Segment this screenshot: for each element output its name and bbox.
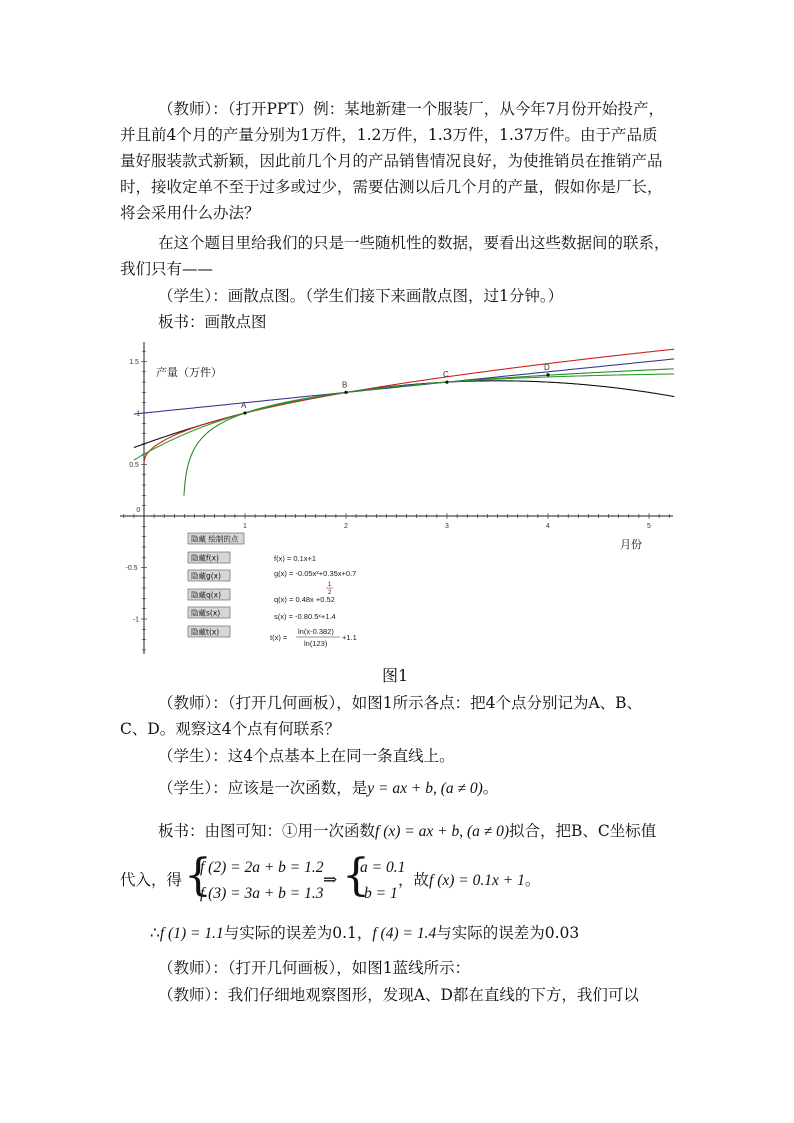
text-line: 并且前4个月的产量分别为1万件，1.2万件，1.3万件，1.37万件。由于产品质	[120, 126, 658, 144]
figure-caption: 图1	[382, 666, 409, 685]
implies-arrow: ⇒	[323, 870, 338, 890]
text-segment: （学生）：应该是一次函数，是	[158, 779, 368, 797]
equation-2: f (3) = 3a + b = 1.3	[200, 885, 324, 902]
text-line: 我们只有——	[120, 260, 214, 278]
formula-t-numerator: ln(x-0.382)	[298, 627, 334, 636]
svg-text:隐藏q(x): 隐藏q(x)	[191, 590, 222, 600]
text-line: （教师）：（打开PPT）例：某地新建一个服装厂，从今年7月份开始投产，	[158, 100, 665, 118]
y-tick-label: -1	[132, 616, 140, 624]
text-segment: 板书：由图可知：①用一次函数	[158, 822, 376, 840]
y-tick-label: 1.5	[129, 359, 139, 366]
text-segment: 与实际的误差为0.1，	[223, 924, 373, 942]
x-tick-label: 1	[243, 523, 247, 530]
graph-ticks	[124, 351, 669, 650]
text-line: 时，接收定单不至于过多或过少，需要估测以后几个月的产量，假如你是厂长，	[120, 178, 663, 196]
formula-q-exponent-den: 2	[328, 590, 332, 596]
formula-f: f(x) = 0.1x+1	[274, 554, 317, 563]
solution-2: b = 1	[364, 885, 398, 902]
hide-q-button[interactable]	[188, 589, 230, 600]
hide-points-button[interactable]	[188, 533, 244, 544]
text-line: （学生）：这4个点基本上在同一条直线上。	[158, 747, 455, 765]
math-inline: f (1) = 1.1	[159, 925, 224, 942]
y-axis-title: 产量（万件）	[156, 366, 222, 379]
y-tick-label: 0	[136, 507, 141, 514]
point-label: B	[342, 380, 348, 390]
hide-t-button[interactable]	[188, 626, 230, 637]
y-tick-label: -0.5	[125, 565, 138, 572]
left-brace-2: {	[342, 850, 370, 901]
hide-f-button[interactable]	[188, 552, 230, 563]
svg-text:隐藏t(x): 隐藏t(x)	[191, 627, 220, 637]
equation-1: f (2) = 2a + b = 1.2	[200, 859, 324, 876]
svg-text:隐藏g(x): 隐藏g(x)	[191, 571, 222, 581]
text-line: （教师）：我们仔细地观察图形，发现A、D都在直线的下方，我们可以	[158, 986, 639, 1004]
data-point	[243, 411, 246, 414]
text-line: 板书：画散点图	[158, 313, 267, 331]
text-line: （学生）：画散点图。（学生们接下来画散点图，过1分钟。）	[158, 287, 564, 305]
function-graph	[118, 340, 678, 656]
text-segment: 拟合，把B、C坐标值	[509, 822, 657, 840]
text-line: C、D。观察这4个点有何联系？	[120, 720, 341, 738]
x-tick-label: 2	[344, 523, 348, 530]
x-axis-title: 月份	[620, 538, 642, 551]
text-segment: 。	[524, 871, 541, 889]
text-segment: ，故	[398, 871, 430, 889]
math-inline: y = ax + b, (a ≠ 0)	[367, 780, 483, 797]
text-line: （教师）：（打开几何画板），如图1所示各点：把4个点分别记为A、B、	[158, 694, 643, 712]
point-label: C	[443, 370, 449, 380]
formula-q: q(x) = 0.48x +0.52	[274, 595, 335, 604]
x-tick-label: 3	[445, 523, 449, 530]
point-label: D	[544, 362, 550, 372]
math-inline: f (x) = 0.1x + 1	[429, 872, 525, 889]
text-line	[398, 867, 698, 894]
svg-text:隐藏 绘制的点: 隐藏 绘制的点	[191, 534, 239, 544]
graph-points	[241, 363, 550, 415]
text-segment: ∴	[150, 924, 160, 942]
hide-s-button[interactable]	[188, 607, 230, 618]
svg-text:隐藏s(x): 隐藏s(x)	[191, 608, 221, 618]
formula-t-tail: +1.1	[342, 633, 357, 642]
text-line: 量好服装款式新颖，因此前几个月的产品销售情况良好，为使推销员在推销产品	[120, 152, 663, 170]
y-tick-label: 0.5	[129, 462, 139, 469]
hide-g-button[interactable]	[188, 570, 230, 581]
data-point	[344, 391, 347, 394]
t-curve	[184, 369, 674, 496]
formula-q-exponent-num: 1	[328, 582, 332, 588]
left-brace-1: {	[184, 850, 212, 901]
svg-text:隐藏f(x): 隐藏f(x)	[191, 553, 219, 563]
math-inline: f (4) = 1.4	[372, 925, 437, 942]
formula-s: s(x) = -0.80.5ˣ+1.4	[274, 612, 336, 621]
text-segment: 与实际的误差为0.03	[436, 924, 580, 942]
solution-1: a = 0.1	[360, 859, 406, 876]
x-tick-label: 4	[546, 523, 550, 530]
data-point	[546, 373, 549, 376]
formula-g: g(x) = -0.05x²+0.35x+0.7	[274, 569, 357, 578]
text-line: 将会采用什么办法？	[120, 204, 260, 222]
text-line	[150, 920, 710, 947]
math-inline: f (x) = ax + b, (a ≠ 0)	[375, 823, 510, 840]
q-curve	[144, 349, 674, 462]
x-tick-label: 5	[647, 523, 651, 530]
point-label: A	[241, 401, 247, 410]
text-segment: 代入，得	[120, 871, 183, 889]
data-point	[445, 381, 448, 384]
text-line: 在这个题目里给我们的只是一些随机性的数据，要看出这些数据间的联系，	[158, 234, 670, 252]
text-line	[158, 775, 718, 802]
text-segment: 。	[482, 779, 499, 797]
formula-t-lhs: t(x) =	[270, 633, 288, 642]
y-tick-label: 1	[136, 410, 141, 418]
formula-t-denominator: ln(123)	[304, 639, 328, 648]
text-line: （教师）：（打开几何画板），如图1蓝线所示：	[158, 959, 471, 977]
text-line	[158, 818, 718, 845]
g-curve	[134, 381, 674, 448]
